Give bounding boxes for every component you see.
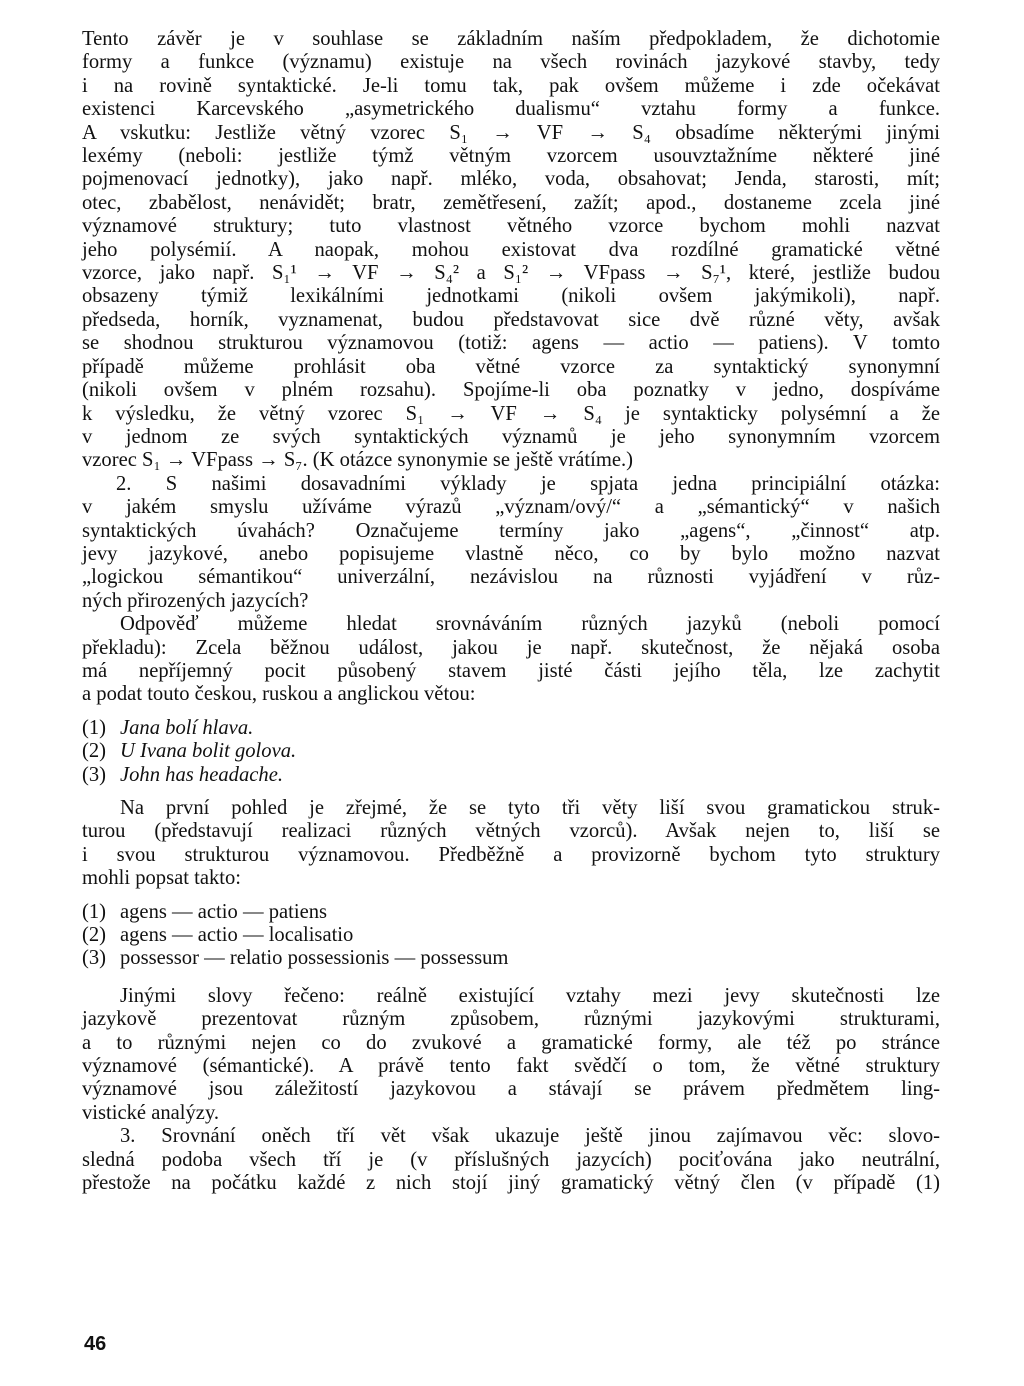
- text-line: ných přirozených jazycích?: [82, 589, 309, 612]
- text-line: překladu): Zcela běžnou událost, jakou je např. skutečnost, že nějaká osoba: [82, 636, 940, 659]
- text-line: syntaktických úvahách? Označujeme termíny jako „agens“, „činnost“ atp.: [82, 519, 940, 542]
- text-line: přestože na počátku každé z nich stojí jiný gramatický větný člen (v případě (1): [82, 1172, 940, 1195]
- spacer: [82, 707, 940, 717]
- text-line: v jednom ze svých syntaktických významů je jeho synonymním vzorcem: [82, 425, 940, 448]
- text-line: pojmenovací jednotky), jako např. mléko, voda, obsahovat; Jenda, starosti, mít;: [82, 168, 940, 191]
- example-text: U Ivana bolit golova.: [120, 740, 297, 763]
- text-line: případě můžeme prohlásit oba větné vzorce za syntaktický synonymní: [82, 355, 940, 378]
- text-line: formy a funkce (významu) existuje na všech rovinách jazykové stavby, tedy: [82, 51, 940, 74]
- text-line: vistické analýzy.: [82, 1101, 220, 1124]
- text-line: předseda, horník, vyznamenat, budou představovat sice dvě různé věty, avšak: [82, 308, 940, 331]
- text-line: se shodnou strukturou významovou (totiž: agens — actio — patiens). V tomto: [82, 332, 940, 355]
- text-line: v jakém smyslu užíváme výrazů „význam/ový/“ a „sémantický“ v našich: [82, 496, 940, 519]
- paragraph-5: [82, 985, 940, 1125]
- paragraph-4: [82, 797, 940, 891]
- structure-number: (2): [82, 924, 107, 947]
- structure-number: (3): [82, 947, 107, 970]
- text-line: jevy jazykové, anebo popisujeme vlastně něco, co by bylo možno nazvat: [82, 542, 940, 565]
- text-line: významové (sémantické). A právě tento fakt svědčí o tom, že větné struktury: [82, 1055, 940, 1078]
- text-line: i na rovině syntaktické. Je-li tomu tak, pak ovšem můžeme i zde očekávat: [82, 74, 940, 97]
- structure-text: possessor — relatio possessionis — possessum: [120, 947, 509, 970]
- text-line: vzorec S₁ → VFpass → S₇. (K otázce synonymie se ještě vrátíme.): [82, 449, 634, 472]
- text-line: 2. S našimi dosavadními výklady je spjata jedna principiální otázka:: [116, 472, 940, 495]
- text-line: k výsledku, že větný vzorec S₁ → VF → S₄ je syntakticky polysémní a že: [82, 402, 940, 425]
- paragraph-1: [82, 28, 940, 473]
- text-line: sledná podoba všech tří je (v příslušných jazycích) pociťována jako neutrální,: [82, 1148, 940, 1171]
- paragraph-3: [82, 613, 940, 707]
- example-text: Jana bolí hlava.: [120, 716, 254, 739]
- spacer: [82, 971, 940, 985]
- text-line: Jinými slovy řečeno: reálně existující vztahy mezi jevy skutečnosti lze: [120, 984, 940, 1007]
- text-line: 3. Srovnání oněch tří vět však ukazuje ještě jinou zajímavou věc: slovo-: [120, 1125, 940, 1148]
- text-line: jeho polysémií. A naopak, mohou existovat dva rozdílné gramatické větné: [82, 238, 940, 261]
- list-item: [82, 947, 940, 970]
- structure-number: (1): [82, 900, 107, 923]
- text-line: existenci Karcevského „asymetrického dualismu“ vztahu formy a funkce.: [82, 98, 940, 121]
- text-line: Tento závěr je v souhlase se základním naším předpokladem, že dichotomie: [82, 28, 940, 50]
- text-line: otec, zbabělost, nenávidět; bratr, zemětřesení, zažít; apod., dostaneme zcela jiné: [82, 191, 940, 214]
- text-line: i svou strukturou významovou. Předběžně a provizorně bychom tyto struktury: [82, 843, 940, 866]
- text-line: má nepříjemný pocit působený stavem jisté části jejího těla, lze zachytit: [82, 659, 940, 682]
- example-number: (3): [82, 763, 107, 786]
- text-line: „logickou sémantikou“ univerzální, nezávislou na různosti vyjádření v růz-: [82, 566, 940, 589]
- structure-text: agens — actio — patiens: [120, 900, 328, 923]
- structure-text: agens — actio — localisatio: [120, 924, 354, 947]
- text-line: významové jsou záležitostí jazykovou a stávají se právem předmětem ling-: [82, 1078, 940, 1101]
- spacer: [82, 891, 940, 901]
- paragraph-2: [82, 473, 940, 613]
- semantic-structures: [82, 901, 940, 971]
- text-line: A vskutku: Jestliže větný vzorec S₁ → VF → S₄ obsadíme některými jinými: [82, 121, 940, 144]
- spacer: [82, 787, 940, 797]
- example-number: (1): [82, 716, 107, 739]
- example-sentences: [82, 717, 940, 787]
- text-line: Odpověď můžeme hledat srovnáváním různých jazyků (neboli pomocí: [120, 613, 940, 636]
- text-line: významové struktury; tuto vlastnost větného vzorce bychom mohli nazvat: [82, 215, 940, 238]
- paragraph-6: [82, 1125, 940, 1195]
- list-item: [82, 740, 940, 763]
- text-line: a podat touto českou, ruskou a anglickou větou:: [82, 683, 476, 706]
- text-line: vzorce, jako např. S₁¹ → VF → S₄² a S₁² → VFpass → S₇¹, které, jestliže budou: [82, 262, 940, 285]
- text-line: mohli popsat takto:: [82, 867, 242, 890]
- text-line: obsazeny týmiž lexikálními jednotkami (nikoli ovšem jakýmikoli), např.: [82, 285, 940, 308]
- text-line: Na první pohled je zřejmé, že se tyto tři věty liší svou gramatickou struk-: [120, 797, 940, 819]
- list-item: [82, 717, 940, 740]
- page-number: 46: [84, 1333, 107, 1355]
- example-number: (2): [82, 740, 107, 763]
- text-line: turou (představují realizaci různých větných vzorců). Avšak nejen to, liší se: [82, 820, 940, 843]
- list-item: [82, 901, 940, 924]
- text-line: lexémy (neboli: jestliže týmž větným vzorcem usouvztažníme některé jiné: [82, 145, 940, 168]
- text-line: a to různými nejen co do zvukové a gramatické formy, ale též po stránce: [82, 1031, 940, 1054]
- text-line: jazykově prezentovat různým způsobem, různými jazykovými strukturami,: [82, 1008, 940, 1031]
- example-text: John has headache.: [120, 763, 283, 786]
- text-line: (nikoli ovšem v plném rozsahu). Spojíme-li oba poznatky v jedno, dospíváme: [82, 379, 940, 402]
- list-item: [82, 924, 940, 947]
- list-item: [82, 764, 940, 787]
